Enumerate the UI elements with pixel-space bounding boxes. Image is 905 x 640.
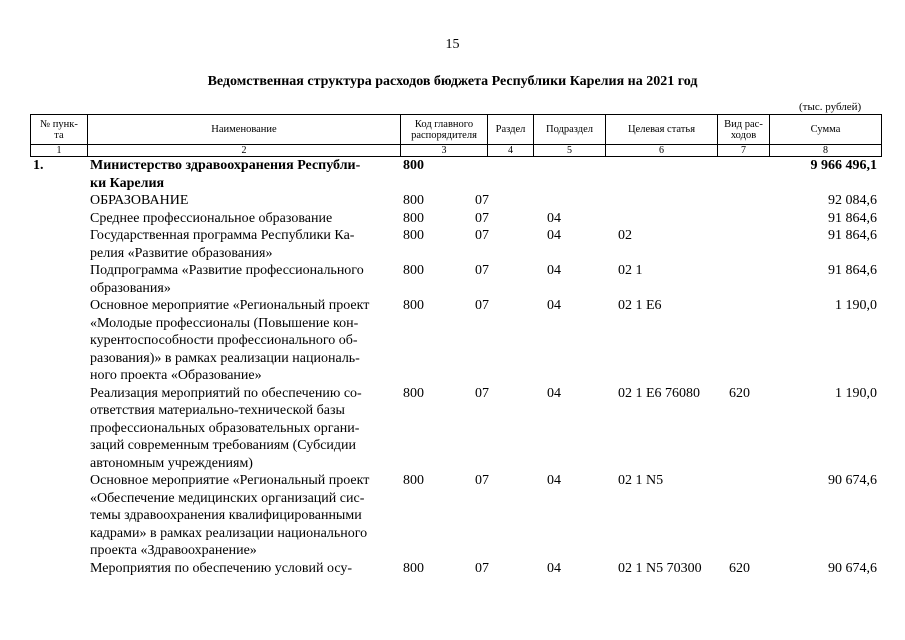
row-section: 07 <box>475 560 489 576</box>
header-section: Раздел <box>488 115 534 145</box>
table-row <box>30 192 881 210</box>
row-name <box>90 192 388 210</box>
row-target: 02 <box>618 228 632 243</box>
row-sum: 91 864,6 <box>828 228 877 243</box>
table-row <box>30 227 881 262</box>
row-code: 800 <box>403 158 424 173</box>
row-subsection: 04 <box>547 385 561 401</box>
col-number: 1 <box>31 145 88 157</box>
row-subsection: 04 <box>547 473 561 488</box>
row-name-line: заций современным требованиям (Субсидии <box>90 438 357 453</box>
row-sum: 92 084,6 <box>828 193 877 208</box>
row-code: 800 <box>403 473 424 488</box>
row-name-line: темы здравоохранения квалифицированными <box>90 508 362 523</box>
row-section: 07 <box>475 298 489 313</box>
row-target: 02 1 N5 <box>618 473 664 488</box>
row-sum: 1 190,0 <box>835 385 877 401</box>
row-name-line: автономным учреждениям) <box>90 455 253 471</box>
row-name-line: курентоспособности профессионального об- <box>90 333 358 348</box>
table-row <box>30 560 881 578</box>
row-subsection: 04 <box>547 298 561 313</box>
row-sum: 1 190,0 <box>835 298 877 313</box>
row-sum: 9 966 496,1 <box>810 158 877 173</box>
col-number: 8 <box>770 145 882 157</box>
row-name-line: Мероприятия по обеспечению условий осу- <box>90 560 353 576</box>
table-body <box>30 157 881 577</box>
row-name <box>90 262 388 297</box>
row-type: 620 <box>729 385 750 401</box>
col-number: 3 <box>401 145 488 157</box>
row-sum: 90 674,6 <box>828 560 877 576</box>
row-target: 02 1 E6 76080 <box>618 385 701 401</box>
row-name-line: Основное мероприятие «Региональный проект <box>90 298 370 313</box>
row-code: 800 <box>403 193 424 208</box>
row-type: 620 <box>729 560 750 576</box>
header-code: Код главного распорядителя <box>401 115 488 145</box>
table-row <box>30 472 881 560</box>
col-number: 2 <box>88 145 401 157</box>
row-name-line: ответствия материально-технической базы <box>90 403 345 418</box>
row-name-line: Государственная программа Республики Ка- <box>90 228 355 243</box>
row-section: 07 <box>475 385 489 401</box>
header-subsection: Подраздел <box>534 115 606 145</box>
row-section: 07 <box>475 210 489 226</box>
row-code: 800 <box>403 210 424 226</box>
row-code: 800 <box>403 263 424 278</box>
row-name-line: ного проекта «Образование» <box>90 368 262 383</box>
row-name-line: профессиональных образовательных органи- <box>90 420 360 436</box>
row-sum: 90 674,6 <box>828 473 877 488</box>
row-name-line: Среднее профессиональное образование <box>90 210 333 226</box>
row-name <box>90 472 388 560</box>
row-name-line: Подпрограмма «Развитие профессионального <box>90 263 364 278</box>
row-name-line: релия «Развитие образования» <box>90 245 273 261</box>
col-number: 7 <box>718 145 770 157</box>
row-name <box>90 227 388 262</box>
row-name <box>90 385 388 473</box>
row-name-line: образования» <box>90 280 171 296</box>
row-number: 1. <box>33 158 44 173</box>
row-section: 07 <box>475 473 489 488</box>
row-name <box>90 297 388 385</box>
row-target: 02 1 E6 <box>618 298 662 313</box>
page-number: 15 <box>445 37 460 52</box>
row-section: 07 <box>475 263 489 278</box>
row-name <box>90 157 388 192</box>
table-header <box>30 114 882 157</box>
row-name-line: разования)» в рамках реализации националь- <box>90 350 360 366</box>
table-row <box>30 262 881 297</box>
row-name-line: «Обеспечение медицинских организаций сис- <box>90 490 365 506</box>
row-subsection: 04 <box>547 228 561 243</box>
row-code: 800 <box>403 560 424 576</box>
row-code: 800 <box>403 298 424 313</box>
row-name-line: «Молодые профессионалы (Повышение кон- <box>90 315 359 331</box>
col-number: 6 <box>606 145 718 157</box>
col-number: 4 <box>488 145 534 157</box>
header-type: Вид рас- ходов <box>718 115 770 145</box>
unit-note: (тыс. рублей) <box>799 101 862 113</box>
row-name-line: Основное мероприятие «Региональный проект <box>90 473 370 488</box>
row-subsection: 04 <box>547 210 561 226</box>
header-num: № пунк- та <box>31 115 88 145</box>
row-sum: 91 864,6 <box>828 263 877 278</box>
col-number: 5 <box>534 145 606 157</box>
row-section: 07 <box>475 193 489 208</box>
table-row <box>30 385 881 473</box>
row-target: 02 1 <box>618 263 643 278</box>
row-name-line: Министерство здравоохранения Республи- <box>90 158 361 173</box>
row-section: 07 <box>475 228 489 243</box>
header-sum: Сумма <box>770 115 882 145</box>
header-target: Целевая статья <box>606 115 718 145</box>
row-sum: 91 864,6 <box>828 210 877 226</box>
row-name-line: проекта «Здравоохранение» <box>90 543 257 558</box>
row-subsection: 04 <box>547 560 561 576</box>
table-row <box>30 157 881 192</box>
document-title: Ведомственная структура расходов бюджета Республики Карелия на 2021 год <box>207 74 698 89</box>
header-name: Наименование <box>88 115 401 145</box>
table-row <box>30 297 881 385</box>
row-subsection: 04 <box>547 263 561 278</box>
row-name <box>90 210 388 228</box>
row-name-line: Реализация мероприятий по обеспечению со- <box>90 385 362 401</box>
row-target: 02 1 N5 70300 <box>618 560 702 576</box>
row-name <box>90 560 388 578</box>
row-name-line: кадрами» в рамках реализации национального <box>90 525 368 541</box>
row-code: 800 <box>403 228 424 243</box>
row-name-line: ОБРАЗОВАНИЕ <box>90 193 189 208</box>
row-code: 800 <box>403 385 424 401</box>
row-name-line: ки Карелия <box>90 175 165 191</box>
table-row <box>30 210 881 228</box>
